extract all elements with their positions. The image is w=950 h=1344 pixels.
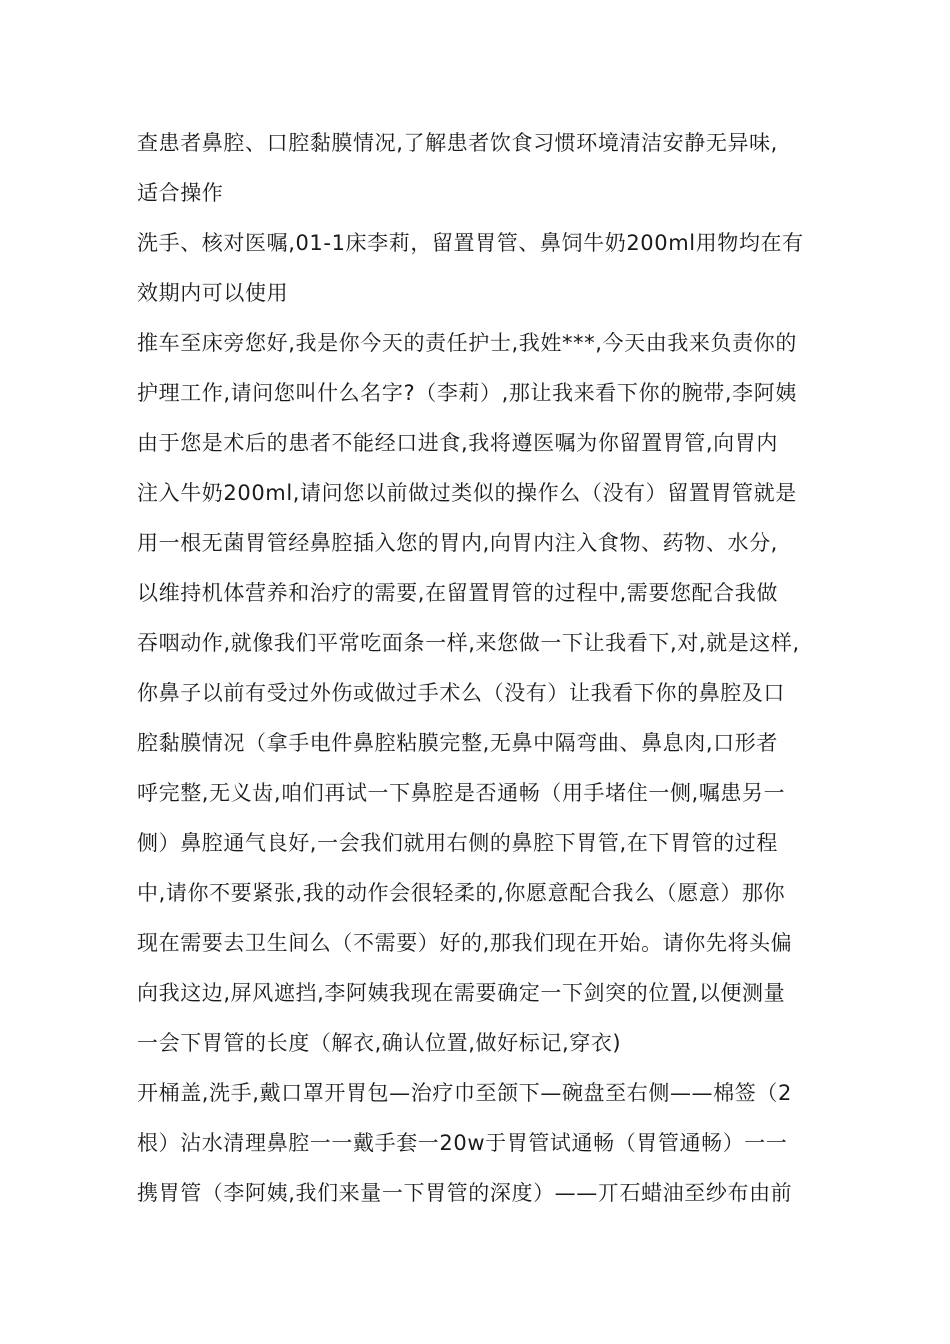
text-line: 根）沾水清理鼻腔一一戴手套一20w于胃管试通畅（胃管通畅）一一 [137, 1131, 788, 1155]
text-line: 适合操作 [137, 181, 224, 205]
text-line: 呼完整,无义齿,咱们再试一下鼻腔是否通畅（用手堵住一侧,嘱患另一 [137, 781, 786, 805]
text-line: 护理工作,请问您叫什么名字?（李莉）,那让我来看下你的腕带,李阿姨 [137, 381, 797, 405]
text-line: 腔黏膜情况（拿手电件鼻腔粘膜完整,无鼻中隔弯曲、鼻息肉,口形者 [137, 731, 778, 755]
paragraph-procedure-steps [137, 1068, 821, 1218]
text-line: 以维持机体营养和治疗的需要,在留置胃管的过程中,需要您配合我做 [137, 581, 778, 605]
text-line: 用一根无菌胃管经鼻腔插入您的胃内,向胃内注入食物、药物、水分, [137, 531, 778, 555]
text-line: 中,请你不要紧张,我的动作会很轻柔的,你愿意配合我么（愿意）那你 [137, 881, 786, 905]
text-line: 侧）鼻腔通气良好,一会我们就用右侧的鼻腔下胃管,在下胃管的过程 [137, 831, 778, 855]
text-line: 查患者鼻腔、口腔黏膜情况,了解患者饮食习惯环境清洁安静无异味, [137, 131, 778, 155]
text-line: 携胃管（李阿姨,我们来量一下胃管的深度）——丌石蜡油至纱布由前 [137, 1181, 793, 1205]
text-line: 洗手、核对医嘱,01-1床李莉，留置胃管、鼻饲牛奶200ml用物均在有 [137, 231, 804, 255]
text-line: 现在需要去卫生间么（不需要）好的,那我们现在开始。请你先将头偏 [137, 931, 793, 955]
text-line: 一会下胃管的长度（解衣,确认位置,做好标记,穿衣) [137, 1031, 622, 1055]
document-body [137, 118, 821, 1218]
paragraph-verify-order [137, 218, 821, 318]
text-line: 注入牛奶200ml,请问您以前做过类似的操作么（没有）留置胃管就是 [137, 481, 797, 505]
text-line: 吞咽动作,就像我们平常吃面条一样,来您做一下让我看下,对,就是这样, [137, 631, 800, 655]
text-line: 由于您是术后的患者不能经口进食,我将遵医嘱为你留置胃管,向胃内 [137, 431, 778, 455]
text-line: 开桶盖,洗手,戴口罩开胃包—治疗巾至颌下—碗盘至右侧——棉签（2 [137, 1081, 792, 1105]
text-line: 你鼻子以前有受过外伤或做过手术么（没有）让我看下你的鼻腔及口 [137, 681, 785, 705]
text-line: 效期内可以使用 [137, 281, 289, 305]
paragraph-patient-communication [137, 318, 821, 1068]
text-line: 推车至床旁您好,我是你今天的责任护士,我姓***,今天由我来负责你的 [137, 331, 797, 355]
paragraph-preparation-check [137, 118, 821, 218]
text-line: 向我这边,屏风遮挡,李阿姨我现在需要确定一下剑突的位置,以便测量 [137, 981, 786, 1005]
